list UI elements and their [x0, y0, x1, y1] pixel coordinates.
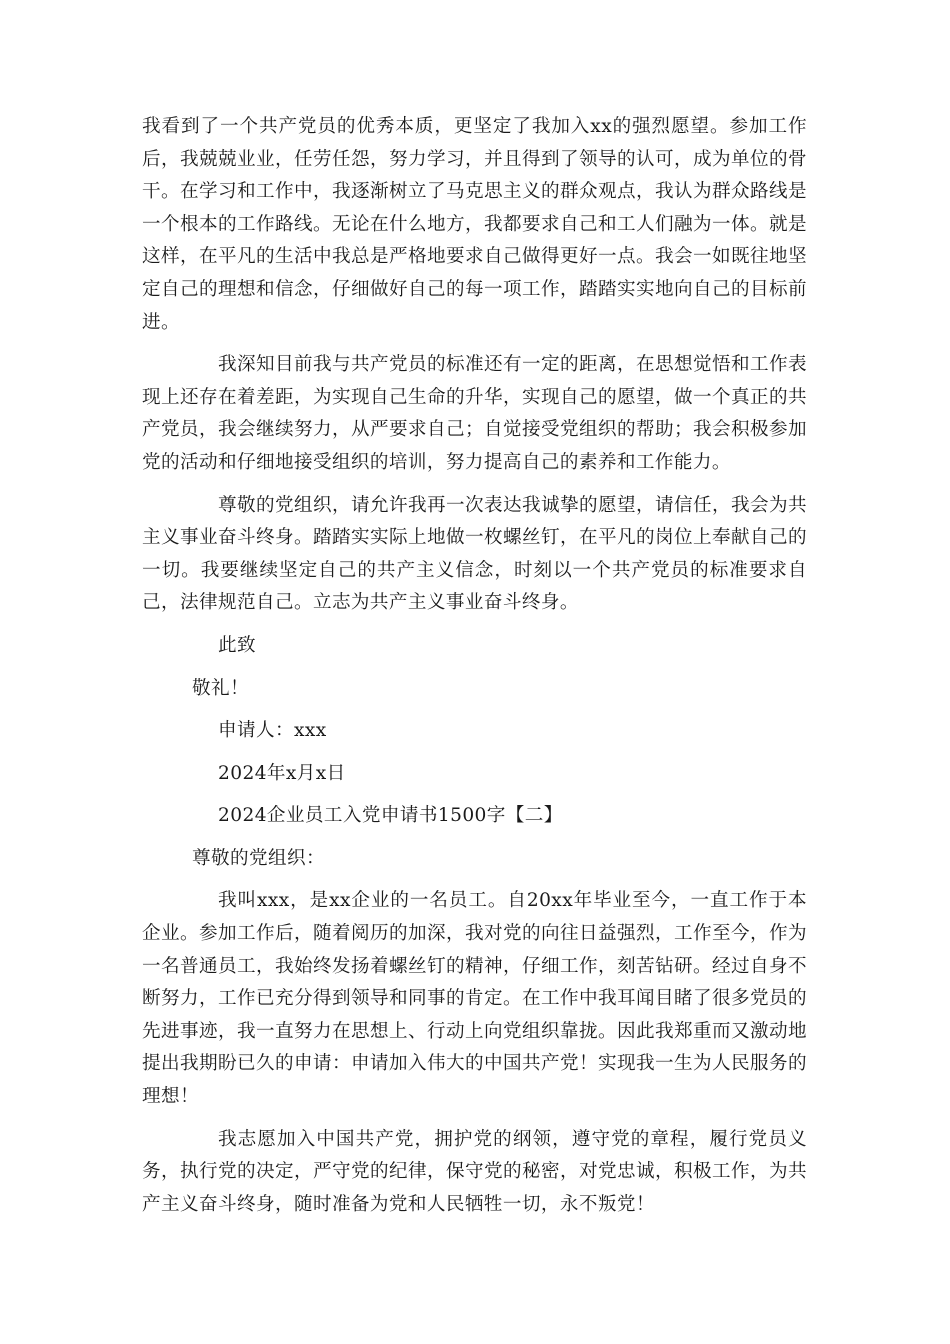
second-letter-salutation: 尊敬的党组织： — [192, 847, 325, 869]
second-letter-heading: 2024企业员工入党申请书1500字【二】 — [218, 805, 563, 827]
document-body — [142, 111, 807, 1231]
paragraph-pledge: 尊敬的党组织，请允许我再一次表达我诚挚的愿望，请信任，我会为共主义事业奋斗终身。踏踏实实际上地做一枚螺丝钉，在平凡的岗位上奉献自己的一切。我要继续坚定自己的共产主义信念，时刻以一个共产党员的标准要求自己，法律规范自己。立志为共产主义事业奋斗终身。 — [142, 494, 807, 614]
paragraph-oath: 我志愿加入中国共产党，拥护党的纲领，遵守党的章程，履行党员义务，执行党的决定，严守党的纪律，保守党的秘密，对党忠诚，积极工作，为共产主义奋斗终身，随时准备为党和人民牺牲一切，永不叛党！ — [142, 1128, 807, 1215]
closing-salute: 敬礼！ — [192, 677, 249, 699]
paragraph-introduction: 我叫xxx，是xx企业的一名员工。自20xx年毕业至今，一直工作于本企业。参加工作后，随着阅历的加深，我对党的向往日益强烈，工作至今，作为一名普通员工，我始终发扬着螺丝钉的精神，仔细工作，刻苦钻研。经过自身不断努力，工作已充分得到领导和同事的肯定。在工作中我耳闻目睹了很多党员的先进事迹，我一直努力在思想上、行动上向党组织靠拢。因此我郑重而又激动地提出我期盼已久的申请：申请加入伟大的中国共产党！实现我一生为人民服务的理想！ — [142, 890, 807, 1108]
closing-greeting: 此致 — [218, 634, 256, 656]
paragraph-self-assessment: 我深知目前我与共产党员的标准还有一定的距离，在思想觉悟和工作表现上还存在着差距，为实现自己生命的升华，实现自己的愿望，做一个真正的共产党员，我会继续努力，从严要求自己；自觉接受党组织的帮助；我会积极参加党的活动和仔细地接受组织的培训，努力提高自己的素养和工作能力。 — [142, 354, 807, 473]
date-line: 2024年x月x日 — [218, 762, 346, 784]
applicant-line: 申请人：xxx — [218, 720, 327, 742]
paragraph-continuation: 我看到了一个共产党员的优秀本质，更坚定了我加入xx的强烈愿望。参加工作后，我兢兢业业，任劳任怨，努力学习，并且得到了领导的认可，成为单位的骨干。在学习和工作中，我逐渐树立了马克思主义的群众观点，我认为群众路线是一个根本的工作路线。无论在什么地方，我都要求自己和工人们融为一体。就是这样，在平凡的生活中我总是严格地要求自己做得更好一点。我会一如既往地坚定自己的理想和信念，仔细做好自己的每一项工作，踏踏实实地向自己的目标前进。 — [142, 116, 807, 333]
